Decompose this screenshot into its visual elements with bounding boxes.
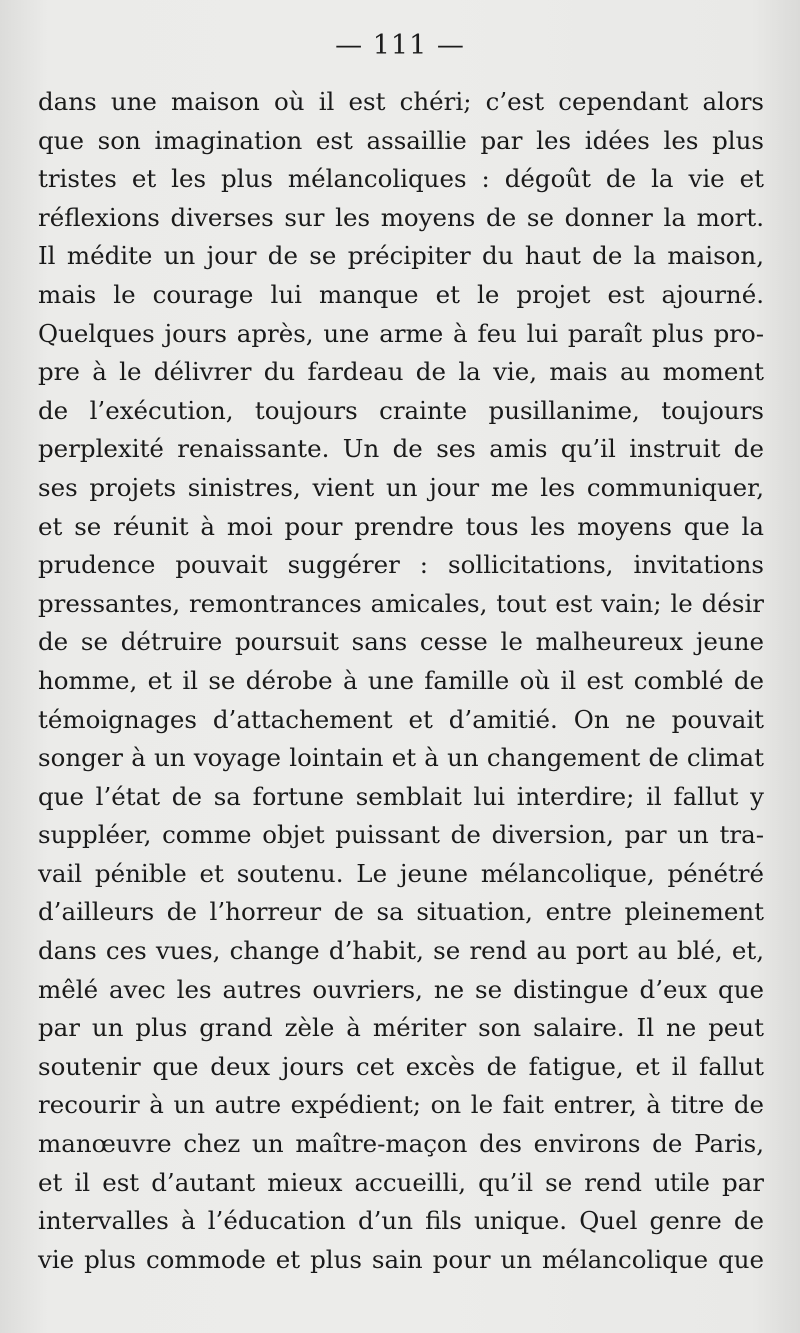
text-line: dans ces vues, change d’habit, se rend au port au blé, et, bbox=[38, 936, 764, 966]
text-line: que l’état de sa fortune semblait lui interdire; il fallut y bbox=[38, 781, 764, 811]
text-line: que son imagination est assaillie par les idées les plus bbox=[38, 125, 764, 155]
text-line: et il est d’autant mieux accueilli, qu’il se rend utile par bbox=[38, 1167, 764, 1197]
text-line: soutenir que deux jours cet excès de fatigue, et il fallut bbox=[38, 1051, 764, 1081]
text-line: vie plus commode et plus sain pour un mélancolique que bbox=[38, 1244, 764, 1274]
text-line: par un plus grand zèle à mériter son salaire. Il ne peut bbox=[38, 1013, 764, 1043]
text-line: recourir à un autre expédient; on le fait entrer, à titre de bbox=[38, 1090, 764, 1120]
text-line: réflexions diverses sur les moyens de se donner la mort. bbox=[38, 202, 764, 232]
text-line: dans une maison où il est chéri; c’est cependant alors bbox=[38, 87, 764, 116]
text-line: tristes et les plus mélancoliques : dégoût de la vie et bbox=[38, 164, 764, 194]
text-line: homme, et il se dérobe à une famille où il est comblé de bbox=[38, 665, 764, 695]
text-line: Il médite un jour de se précipiter du haut de la maison, bbox=[38, 241, 764, 271]
text-line: pre à le délivrer du fardeau de la vie, mais au moment bbox=[38, 357, 764, 387]
text-line: mêlé avec les autres ouvriers, ne se distingue d’eux que bbox=[38, 974, 764, 1004]
text-line: intervalles à l’éducation d’un fils unique. Quel genre de bbox=[38, 1206, 764, 1236]
text-line: prudence pouvait suggérer : sollicitations, invitations bbox=[38, 550, 764, 580]
text-line: pressantes, remontrances amicales, tout est vain; le désir bbox=[38, 588, 764, 618]
text-line: suppléer, comme objet puissant de diversion, par un tra- bbox=[38, 820, 764, 850]
text-line: témoignages d’attachement et d’amitié. On ne pouvait bbox=[38, 704, 764, 734]
text-line: vail pénible et soutenu. Le jeune mélancolique, pénétré bbox=[38, 858, 764, 888]
text-line: mais le courage lui manque et le projet est ajourné. bbox=[38, 279, 764, 309]
text-line: Quelques jours après, une arme à feu lui paraît plus pro- bbox=[38, 318, 764, 348]
text-line: et se réunit à moi pour prendre tous les moyens que la bbox=[38, 511, 764, 541]
page-number: — 111 — bbox=[335, 30, 465, 61]
body-text bbox=[38, 83, 764, 1279]
text-line: manœuvre chez un maître-maçon des environs de Paris, bbox=[38, 1129, 764, 1159]
text-line: d’ailleurs de l’horreur de sa situation, entre pleinement bbox=[38, 897, 764, 927]
text-line: perplexité renaissante. Un de ses amis qu’il instruit de bbox=[38, 434, 764, 464]
text-line: songer à un voyage lointain et à un changement de climat bbox=[38, 743, 764, 773]
text-line: de l’exécution, toujours crainte pusillanime, toujours bbox=[38, 395, 764, 425]
text-line: ses projets sinistres, vient un jour me les communiquer, bbox=[38, 472, 764, 502]
text-line: de se détruire poursuit sans cesse le malheureux jeune bbox=[38, 627, 764, 657]
